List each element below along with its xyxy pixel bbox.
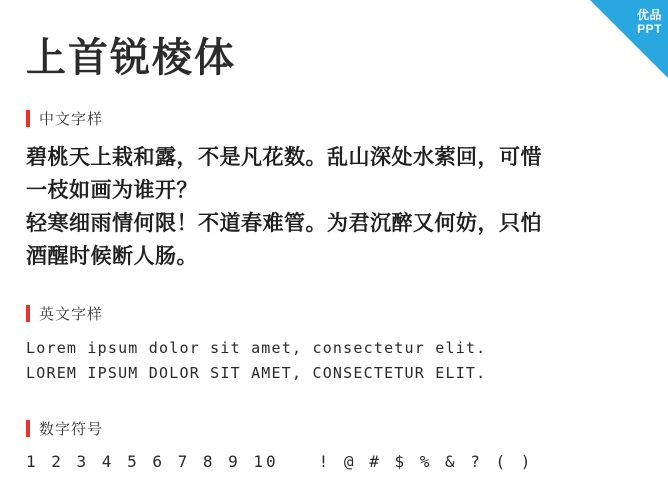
ribbon-label [637,8,662,36]
accent-bar-icon [26,420,30,437]
english-sample-text [26,336,642,386]
symbols-sample: ! @ # $ % & ? ( ) [318,452,534,471]
section-english [26,303,642,386]
section-header-english [26,303,642,324]
ribbon-line-2: PPT [637,22,662,36]
section-label-numbers: 数字符号 [39,421,104,438]
ribbon-line-1: 优品 [636,8,662,22]
page-title: 上首锐棱体 [26,36,236,80]
chinese-sample-line: 碧桃天上栽和露，不是凡花数。乱山深处水萦回，可惜 [26,146,542,169]
chinese-sample-line: 轻寒细雨情何限！不道春难管。为君沉醉又何妨，只怕 [26,212,542,235]
section-header-numbers [26,418,642,439]
chinese-sample-line: 一枝如画为谁开？ [26,179,198,202]
english-sample-line: Lorem ipsum dolor sit amet, consectetur elit. [26,339,487,357]
section-numbers [26,418,642,473]
chinese-sample-text [26,141,642,273]
accent-bar-icon [26,305,30,322]
digits-sample: 1 2 3 4 5 6 7 8 9 10 [26,452,279,471]
chinese-sample-line: 酒醒时候断人肠。 [26,245,198,268]
english-sample-line: LOREM IPSUM DOLOR SIT AMET, CONSECTETUR ELIT. [26,364,487,382]
section-label-english: 英文字样 [39,306,104,323]
section-header-chinese [26,108,642,129]
section-label-chinese: 中文字样 [39,111,104,128]
corner-ribbon [590,0,668,78]
section-chinese [26,108,642,273]
numbers-sample-row [26,451,642,473]
accent-bar-icon [26,110,30,127]
